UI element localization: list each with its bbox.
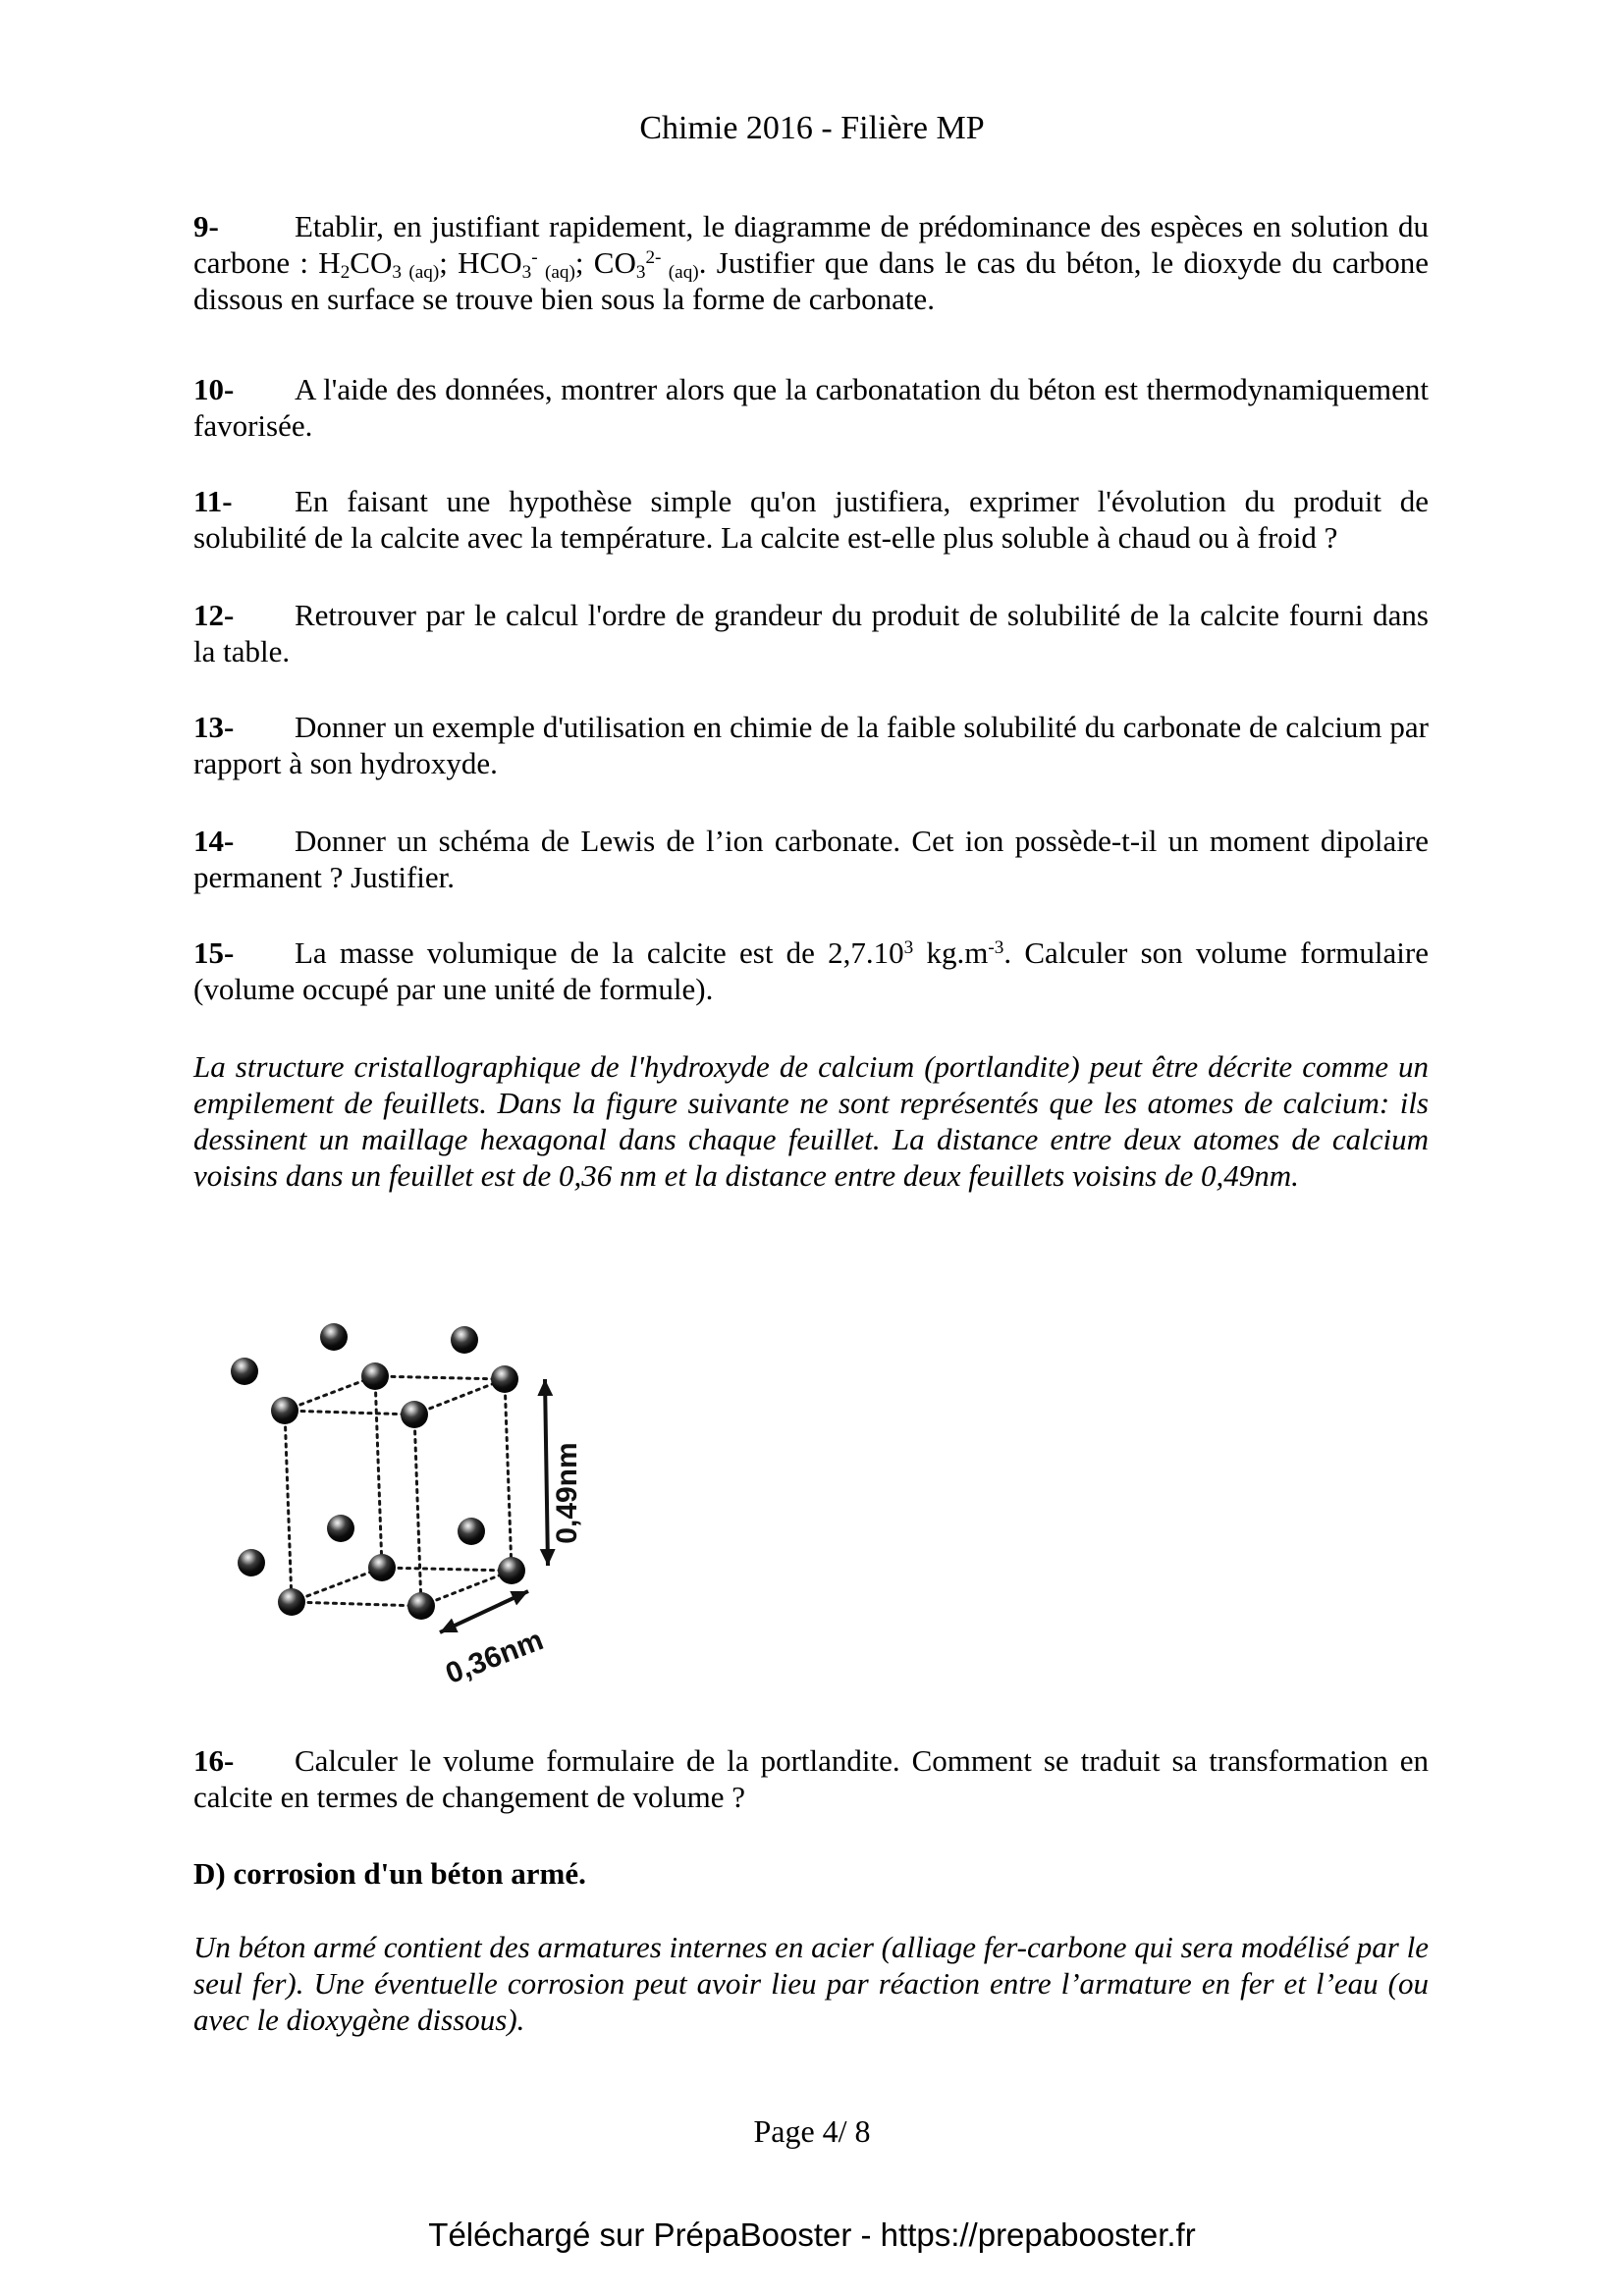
calcium-atom (458, 1518, 485, 1545)
question-11 (193, 483, 1429, 556)
download-source-note: Téléchargé sur PrépaBooster - https://prepabooster.fr (428, 2216, 1196, 2253)
question-10-text: A l'aide des données, montrer alors que la carbonatation du béton est thermodynamiquement favorisée. (193, 372, 1429, 443)
calcium-atom (231, 1358, 258, 1385)
unit-cell-edges (285, 1376, 512, 1606)
question-13-number: 13- (193, 710, 235, 744)
question-12-number: 12- (193, 598, 235, 632)
question-12 (193, 597, 1429, 669)
question-16-text: Calculer le volume formulaire de la portlandite. Comment se traduit sa transformation en calcite en termes de changement de volume ? (193, 1743, 1429, 1814)
question-14-text: Donner un schéma de Lewis de l’ion carbonate. Cet ion possède-t-il un moment dipolaire permanent ? Justifier. (193, 824, 1429, 894)
calcium-atom (498, 1557, 525, 1584)
height-dimension-arrow (545, 1379, 548, 1566)
reinforced-concrete-paragraph: Un béton armé contient des armatures internes en acier (alliage fer-carbone qui sera modélisé par le seul fer). Une éventuelle corrosion peut avoir lieu par réaction entre l’armature en fer et l’eau (ou avec le dioxygène dissous). (193, 1930, 1429, 2037)
question-10-number: 10- (193, 372, 235, 406)
question-13 (193, 709, 1429, 781)
calcium-atom (271, 1397, 298, 1424)
calcium-atom (278, 1588, 305, 1616)
question-15 (193, 934, 1429, 1007)
question-11-text: En faisant une hypothèse simple qu'on justifiera, exprimer l'évolution du produit de solubilité de la calcite avec la température. La calcite est-elle plus soluble à chaud ou à froid ? (193, 484, 1429, 555)
calcium-atom (238, 1549, 265, 1576)
page-number: Page 4/ 8 (753, 2113, 871, 2149)
calcium-atom (320, 1323, 348, 1351)
question-14 (193, 823, 1429, 895)
calcium-atom (361, 1362, 389, 1390)
page-header-title: Chimie 2016 - Filière MP (639, 110, 985, 146)
question-14-number: 14- (193, 824, 235, 858)
crystal-structure-figure (191, 1301, 633, 1703)
question-13-text: Donner un exemple d'utilisation en chimie de la faible solubilité du carbonate de calcium par rapport à son hydroxyde. (193, 710, 1429, 780)
calcium-atom (368, 1554, 396, 1581)
question-16 (193, 1742, 1429, 1815)
calcium-atom (451, 1326, 478, 1354)
section-d-heading: D) corrosion d'un béton armé. (193, 1856, 586, 1891)
height-dimension-label: 0,49nm (551, 1442, 583, 1544)
calcium-atom (327, 1515, 354, 1542)
question-11-number: 11- (193, 484, 233, 518)
calcium-atom (407, 1592, 435, 1620)
question-9 (193, 208, 1429, 317)
calcium-atom (491, 1365, 518, 1393)
question-16-number: 16- (193, 1743, 235, 1778)
width-dimension-arrow (440, 1591, 528, 1632)
question-10 (193, 371, 1429, 444)
calcium-atom (401, 1401, 428, 1428)
question-15-text: La masse volumique de la calcite est de 2,7.10$^3$ $kg.m^{-3}$. Calculer son volume formulaire (volume occupé par une unité de formule). (193, 935, 1429, 1006)
calcium-atoms-top-layer (231, 1323, 518, 1428)
question-12-text: Retrouver par le calcul l'ordre de grandeur du produit de solubilité de la calcite fourni dans la table. (193, 598, 1429, 668)
question-9-number: 9- (193, 209, 219, 243)
portlandite-description-paragraph: La structure cristallographique de l'hydroxyde de calcium (portlandite) peut être décrite comme un empilement de feuillets. Dans la figure suivante ne sont représentés que les atomes de calcium: ils dessinent un maillage hexagonal dans chaque feuillet. La distance entre deux atomes de calcium voisins dans un feuillet est de 0,36 nm et la distance entre deux feuillets voisins de 0,49nm. (193, 1049, 1429, 1193)
question-15-number: 15- (193, 935, 235, 970)
width-dimension-label: 0,36nm (441, 1624, 548, 1691)
question-9-text: Etablir, en justifiant rapidement, le diagramme de prédominance des espèces en solution du carbone : $H_2CO_{3 (aq)}$; $HCO_3^-$ $_{(aq)}$; $CO_3^{2-}$ $_{(aq)}$. Justifier que dans le cas du béton, le dioxyde du carbone dissous en surface se trouve bien sous la forme de carbonate. (193, 209, 1429, 316)
